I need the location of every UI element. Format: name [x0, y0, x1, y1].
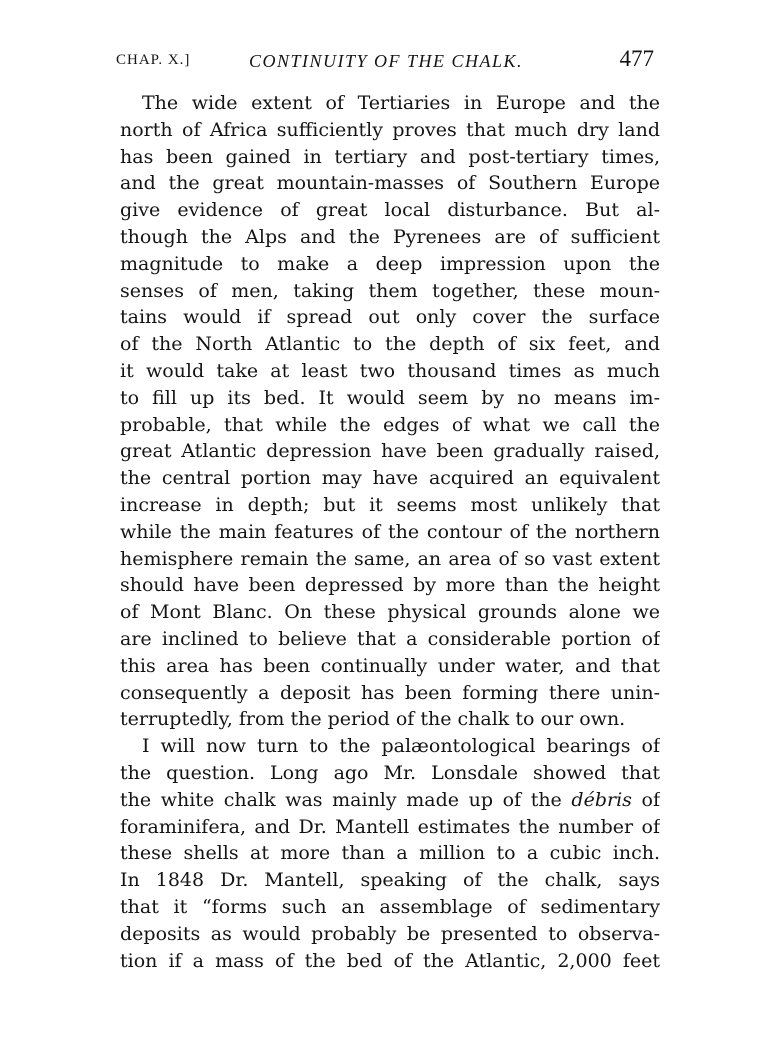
text-line: hemisphere remain the same, an area of so vast extent — [120, 547, 660, 570]
text-line: tains would if spread out only cover the surface — [120, 306, 660, 329]
text-line: In 1848 Dr. Mantell, speaking of the chalk, says — [120, 869, 660, 892]
text-line: I will now turn to the palæontological bearings of — [142, 735, 660, 758]
text-line: while the main features of the contour of the northern — [120, 520, 660, 543]
text-line: north of Africa sufficiently proves that much dry land — [120, 118, 660, 141]
paragraph-1 — [120, 90, 660, 733]
text-line: magnitude to make a deep impression upon the — [120, 252, 660, 275]
text-line: of the North Atlantic to the depth of six feet, and — [120, 333, 660, 356]
text-segment: the white chalk was mainly made up of the — [120, 788, 572, 811]
text-line: consequently a deposit has been forming there unin- — [120, 681, 660, 704]
text-line: terruptedly, from the period of the chalk to our own. — [120, 708, 626, 731]
text-line: tion if a mass of the bed of the Atlantic, 2,000 feet — [120, 949, 660, 972]
text-line: the question. Long ago Mr. Lonsdale showed that — [120, 761, 660, 784]
text-line-with-italic — [120, 787, 660, 814]
text-line: has been gained in tertiary and post-tertiary times, — [120, 145, 660, 168]
text-line: to fill up its bed. It would seem by no means im- — [120, 386, 660, 409]
text-line: this area has been continually under water, and that — [120, 654, 660, 677]
text-segment: of — [631, 788, 660, 811]
text-line: foraminifera, and Dr. Mantell estimates the number of — [120, 815, 660, 838]
text-line: are inclined to believe that a considerable portion of — [120, 627, 660, 650]
text-line: and the great mountain-masses of Southern Europe — [120, 172, 660, 195]
text-line: of Mont Blanc. On these physical grounds alone we — [120, 601, 660, 624]
body-text — [120, 90, 660, 974]
text-line: the central portion may have acquired an equivalent — [120, 467, 660, 490]
text-line: it would take at least two thousand times as much — [120, 359, 660, 382]
text-line: deposits as would probably be presented to observa- — [120, 922, 660, 945]
text-line: should have been depressed by more than the height — [120, 574, 660, 597]
running-head — [116, 46, 656, 74]
text-line: great Atlantic depression have been gradually raised, — [120, 440, 660, 463]
text-line: The wide extent of Tertiaries in Europe and the — [142, 92, 660, 114]
italic-term: débris — [571, 788, 632, 811]
text-line: increase in depth; but it seems most unlikely that — [120, 493, 660, 516]
text-line: senses of men, taking them together, these moun- — [120, 279, 660, 302]
text-line: these shells at more than a million to a cubic inch. — [120, 842, 660, 865]
running-title: CONTINUITY OF THE CHALK. — [248, 51, 524, 71]
text-line: probable, that while the edges of what we call the — [120, 413, 660, 436]
text-line: give evidence of great local disturbance. But al- — [120, 199, 660, 222]
text-line: that it “forms such an assemblage of sedimentary — [120, 895, 660, 918]
text-line: though the Alps and the Pyrenees are of sufficient — [120, 225, 660, 248]
paragraph-2 — [120, 733, 660, 974]
chapter-reference: CHAP. X.] — [116, 52, 191, 68]
page-number: 477 — [619, 46, 654, 71]
